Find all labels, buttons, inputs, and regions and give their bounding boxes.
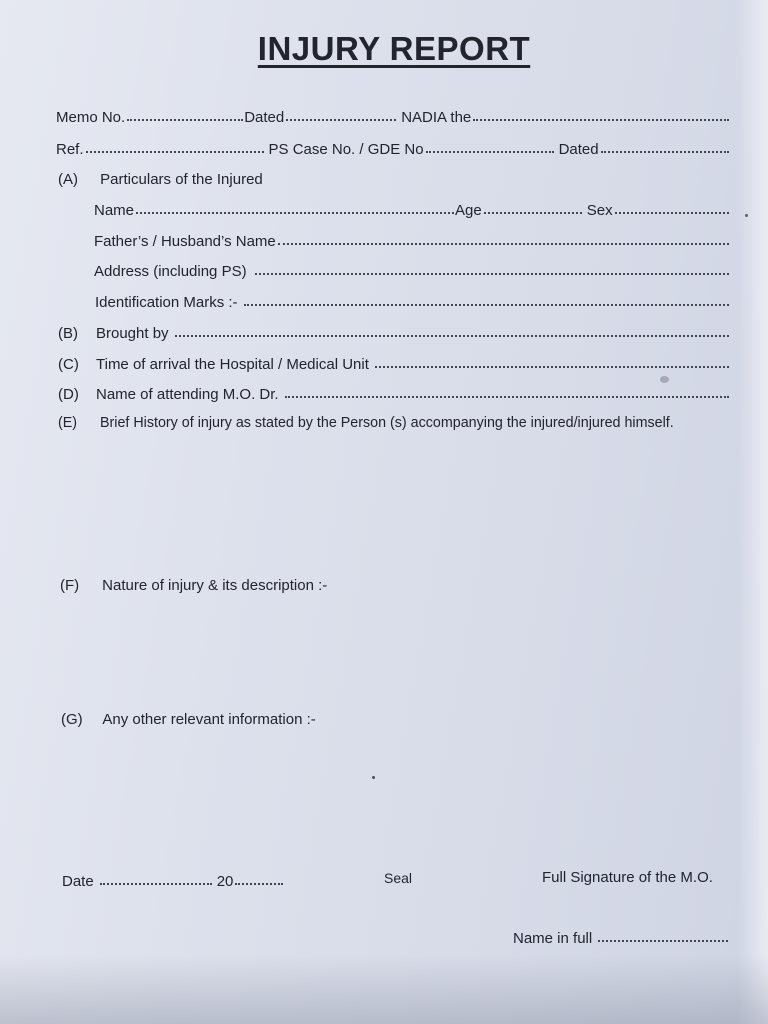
injury-description-area[interactable] <box>98 602 730 702</box>
ident-field[interactable] <box>244 304 729 306</box>
section-a-marker: (A) <box>58 171 78 188</box>
section-d-row <box>58 386 730 403</box>
paper-mark <box>745 214 748 217</box>
dated-label: Dated <box>244 109 285 126</box>
section-e-marker: (E) <box>58 415 78 431</box>
section-b-label: Brought by <box>96 325 169 342</box>
attending-mo-field[interactable] <box>285 396 729 398</box>
seal-label: Seal <box>384 870 413 886</box>
section-c-label: Time of arrival the Hospital / Medical Unit <box>96 356 369 373</box>
section-f-label: Nature of injury & its description :- <box>102 577 328 594</box>
section-f-row <box>60 577 327 594</box>
address-field[interactable] <box>255 273 729 275</box>
section-g-row <box>61 711 316 728</box>
name-label: Name <box>94 202 135 219</box>
section-c-marker: (C) <box>58 356 79 373</box>
name-in-full-field[interactable] <box>598 940 728 942</box>
section-d-label: Name of attending M.O. Dr. <box>96 386 279 403</box>
age-label: Age <box>455 202 482 219</box>
paper-mark <box>372 776 375 779</box>
father-field[interactable] <box>278 243 729 245</box>
dated2-field[interactable] <box>601 151 729 153</box>
name-in-full-label: Name in full <box>513 930 593 947</box>
place-date-field[interactable] <box>473 119 729 121</box>
section-g-marker: (G) <box>61 711 83 728</box>
dated-field[interactable] <box>286 119 396 121</box>
section-c-row <box>58 356 730 373</box>
place-label: NADIA the <box>401 109 472 126</box>
section-b-marker: (B) <box>58 325 78 342</box>
other-info-area[interactable] <box>98 736 730 856</box>
ident-label: Identification Marks :- <box>95 294 238 311</box>
memo-label: Memo No. <box>56 109 126 126</box>
section-a-heading: Particulars of the Injured <box>100 171 263 188</box>
section-a-heading-row <box>58 171 263 188</box>
section-e-row <box>58 415 674 431</box>
arrival-time-field[interactable] <box>375 366 729 368</box>
ref-field[interactable] <box>86 151 264 153</box>
address-row <box>94 263 730 280</box>
ident-row <box>95 294 730 311</box>
sex-field[interactable] <box>615 212 729 214</box>
memo-field[interactable] <box>127 119 243 121</box>
paper-mark <box>660 376 669 383</box>
dated2-label: Dated <box>558 141 599 158</box>
section-e-label: Brief History of injury as stated by the Person (s) accompanying the injured/injured himself. <box>99 415 674 431</box>
ref-row <box>56 141 730 158</box>
ref-label: Ref. <box>56 141 84 158</box>
memo-row <box>56 109 730 126</box>
address-label: Address (including PS) <box>94 263 247 280</box>
paper-edge-highlight <box>738 0 768 1024</box>
section-b-row <box>58 325 730 342</box>
name-in-full-row <box>513 930 729 947</box>
year-field[interactable] <box>235 883 283 885</box>
history-area[interactable] <box>96 440 730 568</box>
ps-case-field[interactable] <box>426 151 554 153</box>
age-field[interactable] <box>484 212 582 214</box>
section-f-marker: (F) <box>60 577 80 594</box>
form-title: INJURY REPORT <box>257 30 531 67</box>
sex-label: Sex <box>586 202 613 219</box>
date-label: Date <box>62 873 94 890</box>
name-field[interactable] <box>136 212 454 214</box>
date-field[interactable] <box>100 883 212 885</box>
brought-by-field[interactable] <box>175 335 729 337</box>
date-row <box>62 873 284 890</box>
father-label: Father’s / Husband’s Name <box>94 233 276 250</box>
signature-label: Full Signature of the M.O. <box>542 869 713 886</box>
ps-case-label: PS Case No. / GDE No <box>268 141 424 158</box>
name-row <box>94 202 730 219</box>
year-label: 20 <box>216 873 234 890</box>
section-g-label: Any other relevant information :- <box>102 711 316 728</box>
section-d-marker: (D) <box>58 386 79 403</box>
father-row <box>94 233 730 250</box>
